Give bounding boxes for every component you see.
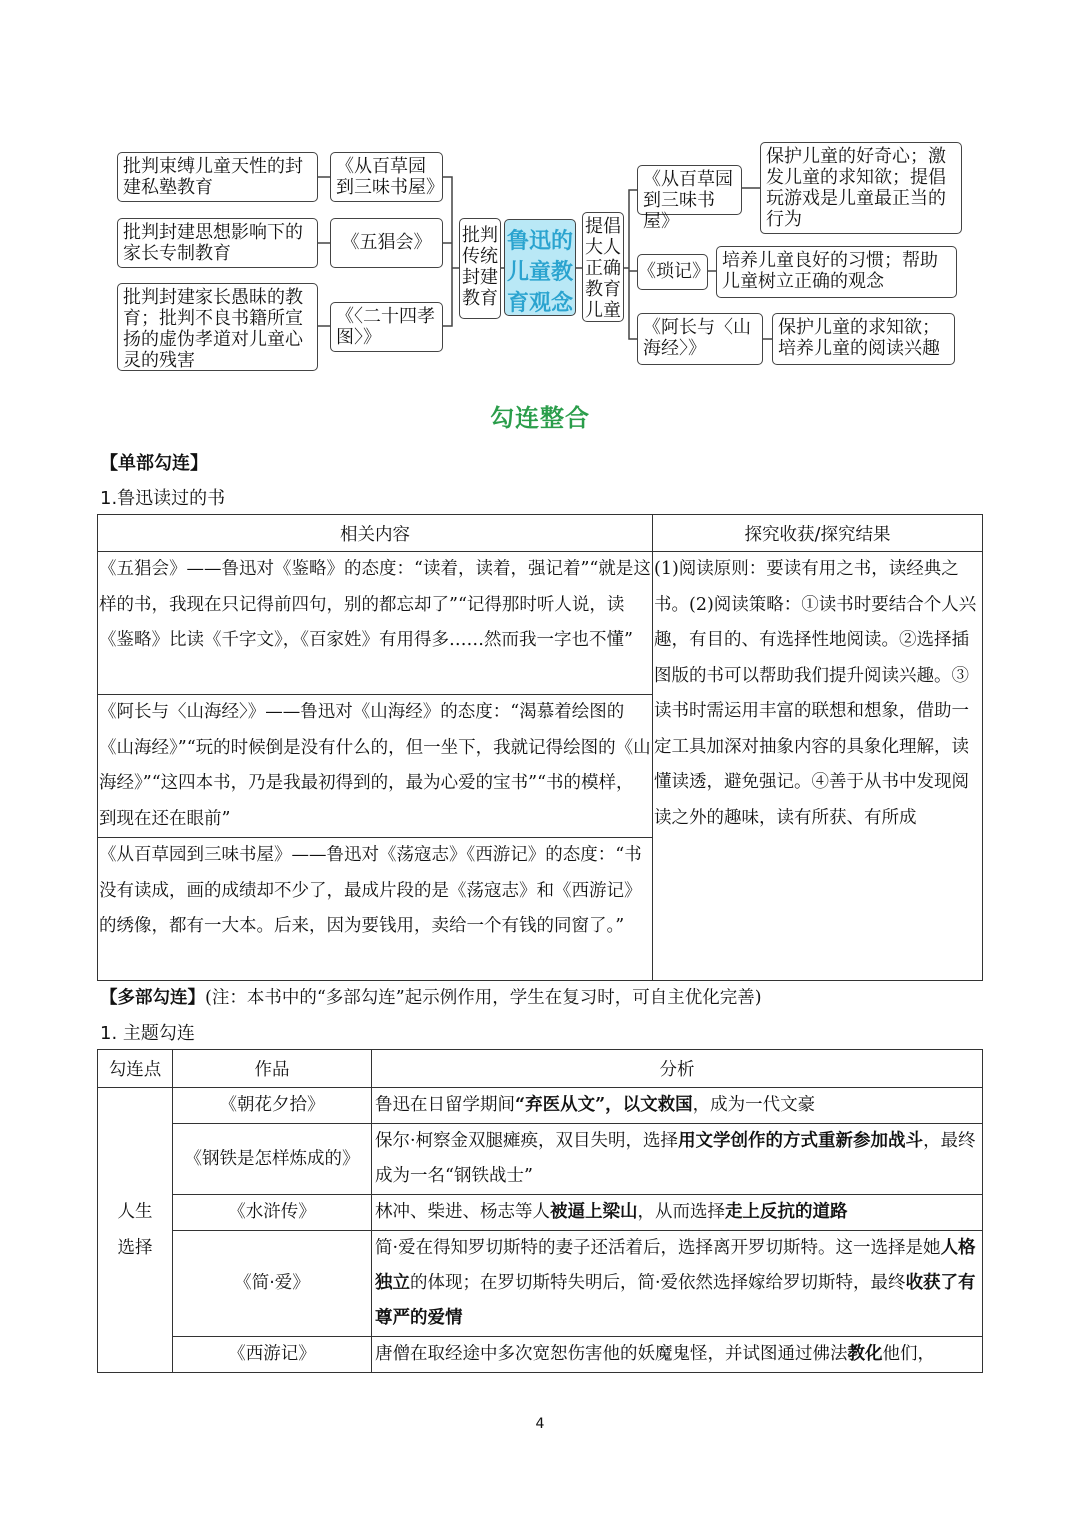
work-cell: 《简·爱》	[173, 1231, 372, 1337]
table-header: 探究收获/探究结果	[653, 515, 983, 552]
multi-link-subtitle: 1. 主题勾连	[100, 1023, 195, 1044]
table-header: 相关内容	[98, 515, 653, 552]
table-cell: 《五猖会》——鲁迅对《鉴略》的态度：“读着，读着，强记着”“就是这样的书，我现在只记得前四句，别的都忘却了”“记得那时听人说，读《鉴略》比读《千字文》，《百家姓》有用得多……然而我一字也不懂”	[98, 552, 653, 695]
multi-link-note: (注：本书中的“多部勾连”起示例作用，学生在复习时，可自主优化完善)	[205, 988, 762, 1008]
work-cell: 《水浒传》	[173, 1195, 372, 1231]
right-point-3: 保护儿童的求知欲；培养儿童的阅读兴趣	[772, 313, 955, 365]
table-row	[98, 1088, 983, 1124]
analysis-cell: 唐僧在取经途中多次宽恕伤害他的妖魔鬼怪，并试图通过佛法教化他们，	[372, 1337, 983, 1373]
page-number: 4	[535, 1416, 545, 1432]
analysis-cell: 鲁迅在日留学期间“弃医从文”，以文救国，成为一代文豪	[372, 1088, 983, 1124]
right-point-2: 培养儿童良好的习惯；帮助儿童树立正确的观念	[716, 246, 957, 298]
analysis-cell: 保尔·柯察金双腿瘫痪，双目失明，选择用文学创作的方式重新参加战斗，最终成为一名“钢铁战士”	[372, 1124, 983, 1195]
table-row	[98, 1195, 983, 1231]
work-cell: 《西游记》	[173, 1337, 372, 1373]
core-topic: 鲁迅的儿童教育观念	[504, 219, 576, 316]
table-cell: 《阿长与〈山海经〉》——鲁迅对《山海经》的态度：“渴慕着绘图的《山海经》”“玩的时候倒是没有什么的，但一坐下，我就记得绘图的《山海经》”“这四本书，乃是我最初得到的，最为心爱的宝书”“书的模样，到现在还在眼前”	[98, 695, 653, 838]
right-work-1: 《从百草园到三味书屋》	[637, 165, 742, 215]
work-cell: 《钢铁是怎样炼成的》	[173, 1124, 372, 1195]
left-point-1: 批判束缚儿童天性的封建私塾教育	[117, 152, 318, 202]
theme-table	[97, 1049, 983, 1373]
work-cell: 《朝花夕拾》	[173, 1088, 372, 1124]
multi-link-line	[100, 984, 762, 1009]
multi-link-label: 【多部勾连】	[100, 988, 205, 1008]
left-point-2: 批判封建思想影响下的家长专制教育	[117, 218, 318, 268]
analysis-cell: 林冲、柴进、杨志等人被逼上梁山，从而选择走上反抗的道路	[372, 1195, 983, 1231]
single-link-label: 【单部勾连】	[100, 453, 208, 474]
left-work-1: 《从百草园到三味书屋》	[330, 152, 443, 202]
section-title: 勾连整合	[490, 404, 590, 432]
table-header: 分析	[372, 1050, 983, 1088]
table-cell: 《从百草园到三味书屋》——鲁迅对《荡寇志》《西游记》的态度：“书没有读成，画的成绩却不少了，最成片段的是《荡寇志》和《西游记》的绣像，都有一大本。后来，因为要钱用，卖给一个有钱的同窗了。”	[98, 838, 653, 981]
analysis-cell: 简·爱在得知罗切斯特的妻子还活着后，选择离开罗切斯特。这一选择是她人格独立的体现；在罗切斯特失明后，简·爱依然选择嫁给罗切斯特，最终收获了有尊严的爱情	[372, 1231, 983, 1337]
left-hub: 批判传统封建教育	[459, 218, 501, 319]
table-cell-result: (1)阅读原则：要读有用之书，读经典之书。(2)阅读策略：①读书时要结合个人兴趣，有目的、有选择性地阅读。②选择插图版的书可以帮助我们提升阅读兴趣。③读书时需运用丰富的联想和想象，借助一定工具加深对抽象内容的具象化理解，读懂读透，避免强记。④善于从书中发现阅读之外的趣味，读有所获、有所成	[653, 552, 983, 981]
table-header-row	[98, 1050, 983, 1088]
right-point-1: 保护儿童的好奇心；激发儿童的求知欲；提倡玩游戏是儿童最正当的行为	[760, 142, 962, 234]
right-work-2: 《琐记》	[637, 254, 708, 290]
table-header-row	[98, 515, 983, 552]
right-work-3: 《阿长与〈山海经〉》	[637, 313, 763, 365]
left-work-3: 《〈二十四孝图〉》	[330, 302, 443, 352]
right-hub: 提倡大人正确教育儿童	[582, 212, 624, 322]
table-row	[98, 1124, 983, 1195]
table-header: 作品	[173, 1050, 372, 1088]
link-point-cell: 人生选择	[98, 1088, 173, 1373]
left-work-2: 《五猖会》	[330, 218, 443, 268]
single-link-subtitle: 1.鲁迅读过的书	[100, 488, 226, 509]
left-point-3: 批判封建家长愚昧的教育；批判不良书籍所宣扬的虚伪孝道对儿童心灵的残害	[117, 283, 318, 371]
table-row	[98, 1231, 983, 1337]
table-header: 勾连点	[98, 1050, 173, 1088]
table-row	[98, 552, 983, 695]
books-table	[97, 514, 983, 981]
table-row	[98, 1337, 983, 1373]
